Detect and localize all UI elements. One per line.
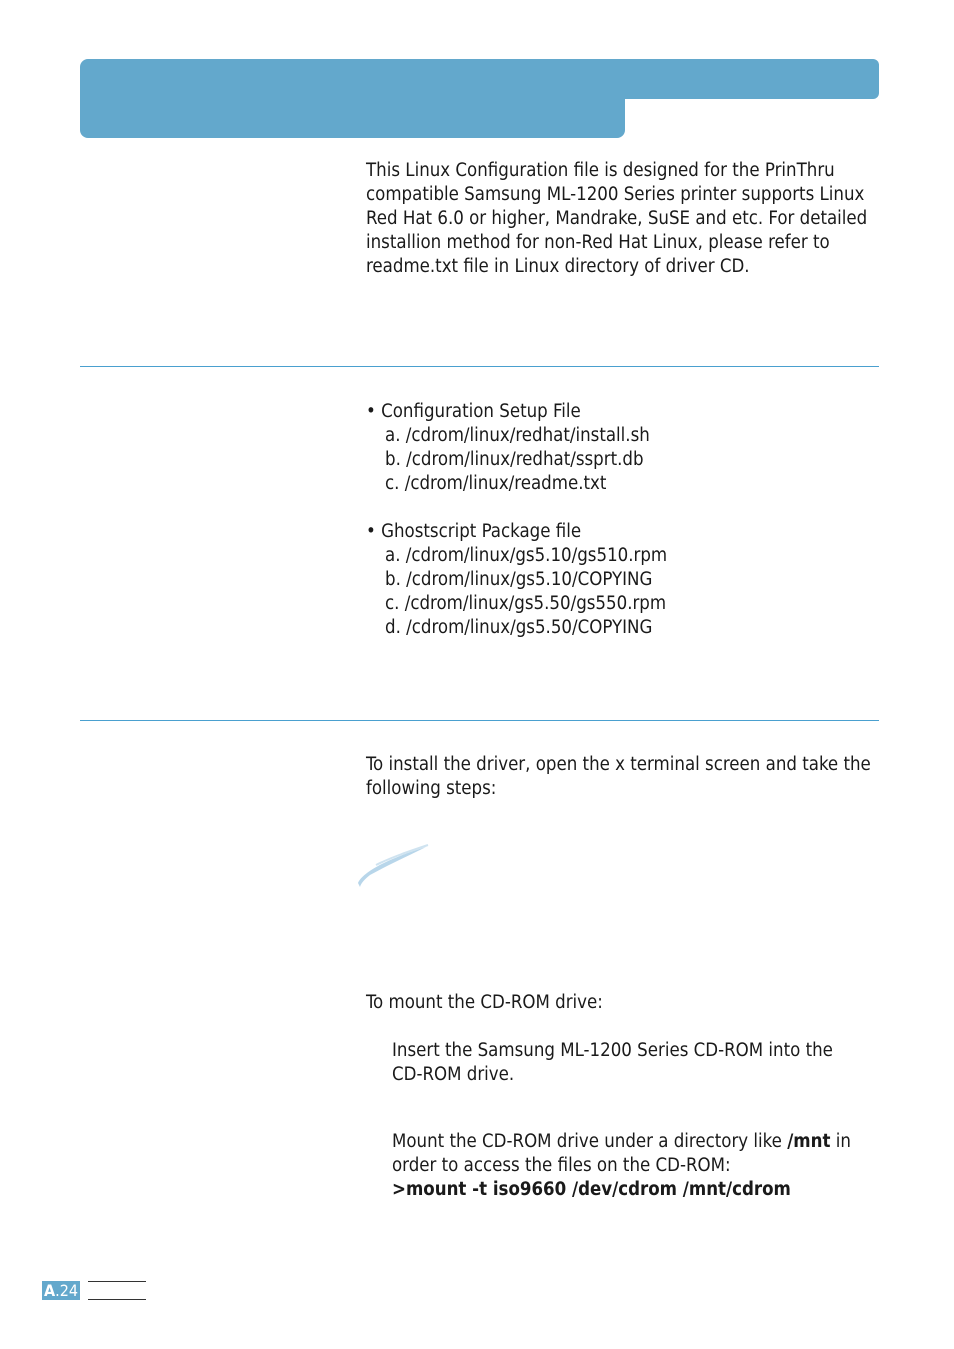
page-digits: .24 xyxy=(55,1281,79,1300)
step-text: Mount the CD-ROM drive under a directory like xyxy=(392,1131,788,1152)
section-divider xyxy=(80,366,879,367)
config-file-list xyxy=(366,400,650,496)
intro-line: installion method for non-Red Hat Linux, please refer to xyxy=(366,232,830,253)
header-banner xyxy=(80,59,625,138)
ghostscript-file-list xyxy=(366,520,667,640)
step-line: order to access the files on the CD-ROM: xyxy=(392,1155,731,1176)
list-item: d. /cdrom/linux/gs5.50/COPYING xyxy=(385,617,653,638)
install-line: following steps: xyxy=(366,778,497,799)
intro-paragraph xyxy=(366,159,867,279)
list-item: c. /cdrom/linux/gs5.50/gs550.rpm xyxy=(385,593,667,614)
list-item: a. /cdrom/linux/redhat/install.sh xyxy=(385,425,650,446)
footer-rule xyxy=(88,1281,146,1282)
page-number xyxy=(42,1281,80,1300)
intro-line: Red Hat 6.0 or higher, Mandrake, SuSE and etc. For detailed xyxy=(366,208,868,229)
footer-rule xyxy=(88,1299,146,1300)
list-item: b. /cdrom/linux/gs5.10/COPYING xyxy=(385,569,653,590)
step-line xyxy=(392,1130,851,1154)
appendix-letter: A xyxy=(44,1281,56,1300)
step-text: in xyxy=(830,1131,851,1152)
step-line: CD-ROM drive. xyxy=(392,1064,515,1085)
intro-line: This Linux Configuration file is designed for the PrinThru xyxy=(366,160,835,181)
brush-stroke-icon xyxy=(356,843,430,889)
mount-command: >mount -t iso9660 /dev/cdrom /mnt/cdrom xyxy=(392,1179,791,1200)
intro-line: readme.txt file in Linux directory of driver CD. xyxy=(366,256,750,277)
section-divider xyxy=(80,720,879,721)
list-item: c. /cdrom/linux/readme.txt xyxy=(385,473,607,494)
list-heading: • Configuration Setup File xyxy=(366,401,581,422)
install-paragraph xyxy=(366,753,871,801)
list-item: b. /cdrom/linux/redhat/ssprt.db xyxy=(385,449,644,470)
install-line: To install the driver, open the x terminal screen and take the xyxy=(366,754,871,775)
list-item: a. /cdrom/linux/gs5.10/gs510.rpm xyxy=(385,545,668,566)
intro-line: compatible Samsung ML-1200 Series printer supports Linux xyxy=(366,184,865,205)
list-heading: • Ghostscript Package file xyxy=(366,521,582,542)
step-line: Insert the Samsung ML-1200 Series CD-ROM into the xyxy=(392,1040,833,1061)
directory-name: /mnt xyxy=(787,1131,831,1152)
mount-step-2 xyxy=(392,1130,851,1202)
mount-step-1 xyxy=(392,1039,833,1087)
mount-heading: To mount the CD-ROM drive: xyxy=(366,992,603,1013)
